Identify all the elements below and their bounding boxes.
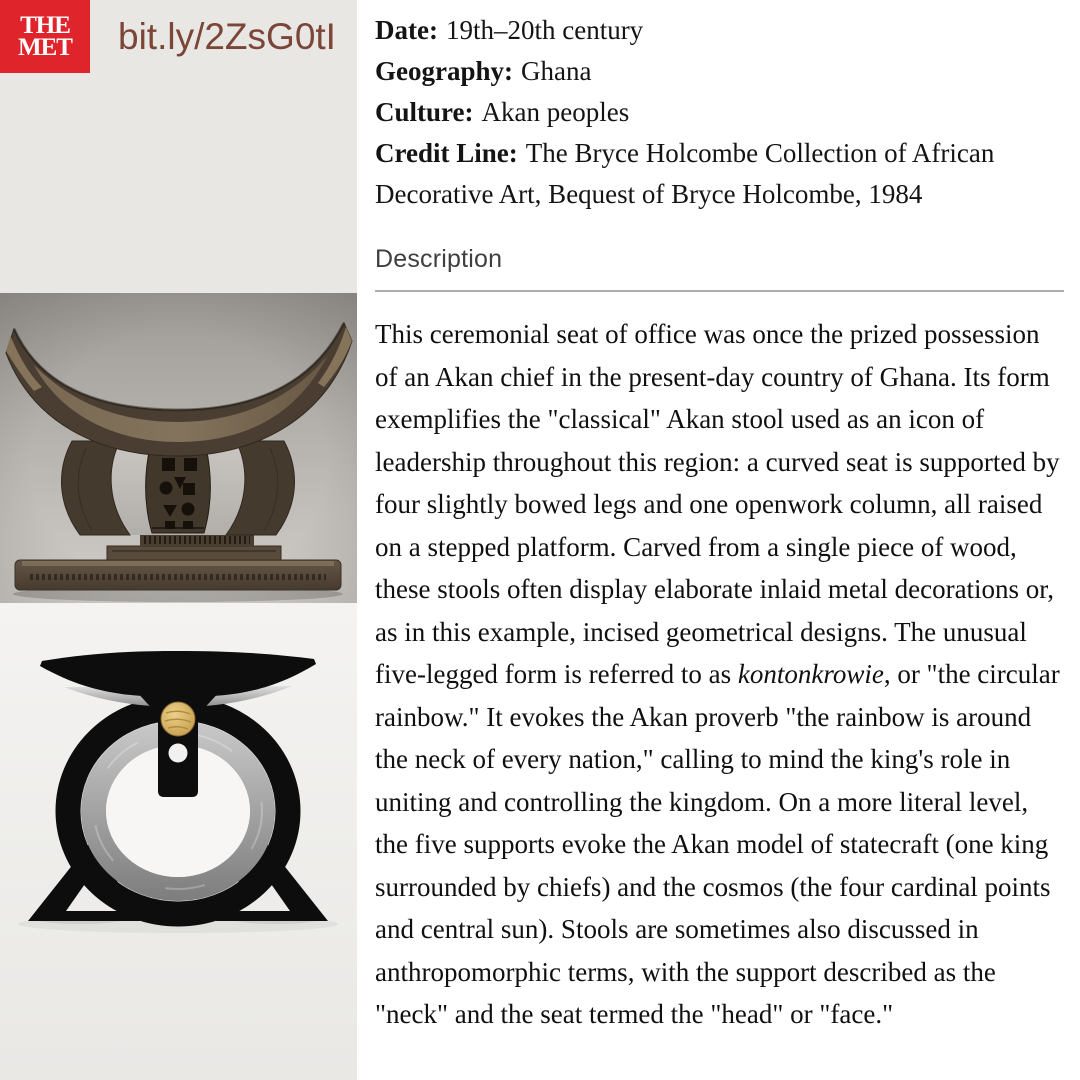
brand-area: [0, 0, 357, 293]
contemporary-black-stool-photo: [0, 603, 357, 1080]
metadata-row: [375, 133, 1064, 215]
description-heading: Description: [375, 245, 503, 273]
met-logo: [0, 0, 90, 73]
description-paragraph: [375, 313, 1064, 1036]
description-term-italic: kontonkrowie: [737, 659, 884, 689]
description-text-2: , or "the circular rainbow." It evokes the Akan proverb "the rainbow is around the neck of every nation," calling to mind the king's role in uniting and controlling the kingdom. On a more literal level, the five supports evoke the Akan model of statecraft (one king surrounded by chiefs) and the cosmos (the four cardinal points and central sun). Stools are sometimes also discussed in anthropomorphic terms, with the support described as the "neck" and the seat termed the "head" or "face.": [375, 659, 1060, 1029]
metadata-row: [375, 92, 1064, 133]
metadata-label: Culture:: [375, 97, 474, 127]
met-logo-line1: THE: [20, 11, 70, 39]
metadata-label: Credit Line:: [375, 138, 518, 168]
met-logo-line2: MET: [18, 33, 72, 61]
left-column: [0, 0, 357, 1080]
metadata-value: Ghana: [521, 56, 592, 86]
metadata-value: 19th–20th century: [445, 15, 644, 45]
metadata-label: Geography:: [375, 56, 513, 86]
metadata-row: [375, 51, 1064, 92]
traditional-akan-stool-photo: [0, 293, 357, 603]
metadata-value: The Bryce Holcombe Collection of African Decorative Art, Bequest of Bryce Holcombe, 1984: [375, 138, 995, 209]
metadata-label: Date:: [375, 15, 438, 45]
description-divider: [375, 290, 1064, 292]
metadata-row: [375, 10, 1064, 51]
metadata-value: Akan peoples: [481, 97, 630, 127]
short-link[interactable]: bit.ly/2ZsG0tI: [118, 15, 336, 57]
description-text-1: This ceremonial seat of office was once the prized possession of an Akan chief in the present-day country of Ghana. Its form exemplifies the "classical" Akan stool used as an icon of leadership throughout this region: a curved seat is supported by four slightly bowed legs and one openwork column, all raised on a stepped platform. Carved from a single piece of wood, these stools often display elaborate inlaid metal decorations or, as in this example, incised geometrical designs. The unusual five-legged form is referred to as: [375, 319, 1060, 689]
object-details-panel: [357, 0, 1080, 1080]
